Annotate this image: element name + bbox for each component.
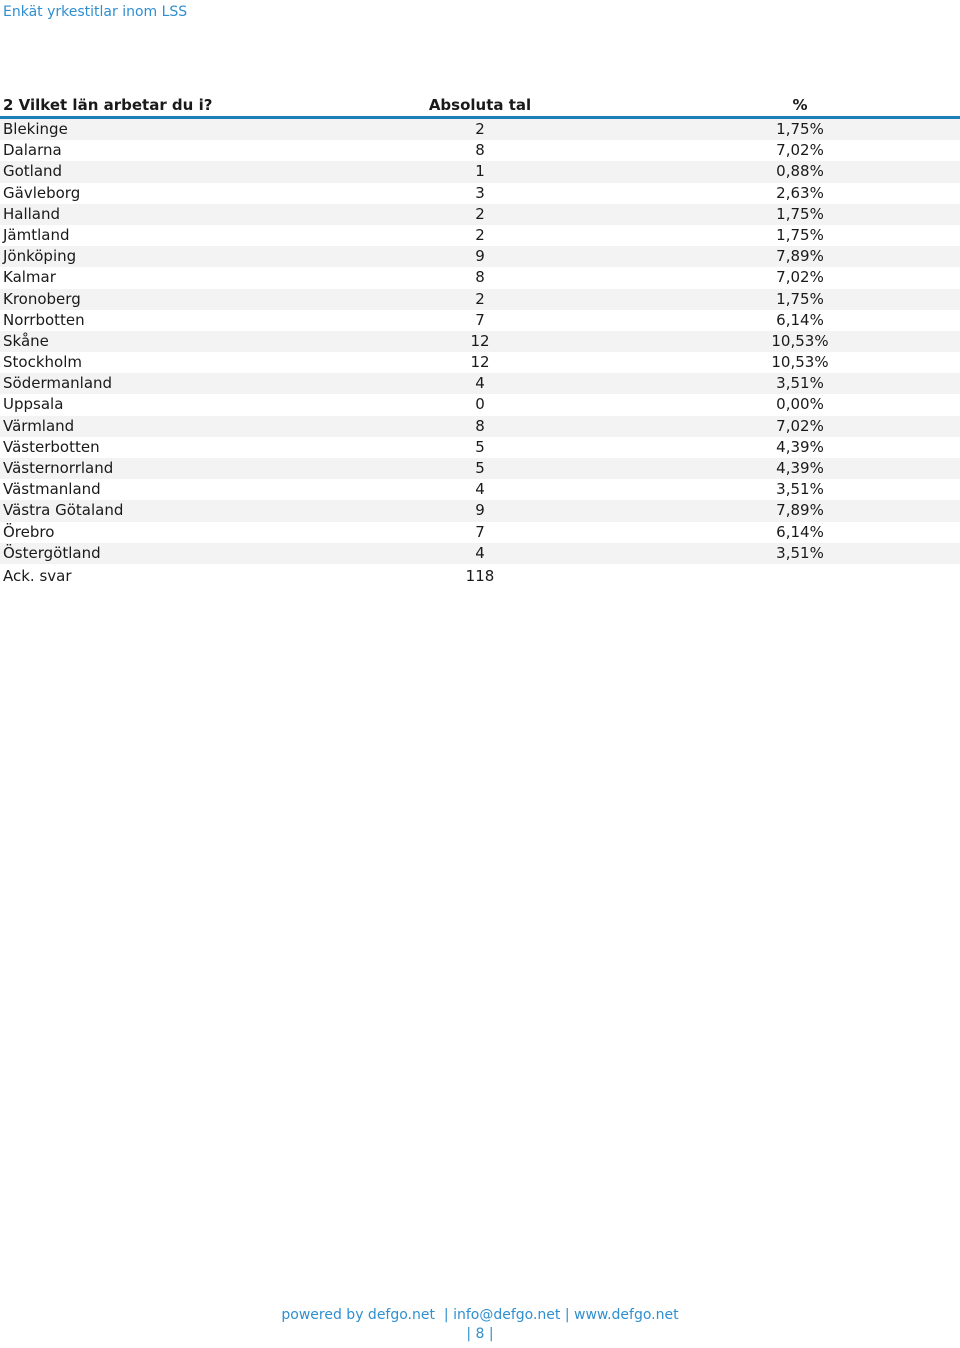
absolute-count: 8: [475, 268, 485, 287]
percent-value: 10,53%: [771, 331, 829, 350]
absolute-count: 8: [475, 141, 485, 160]
table-row: [0, 543, 960, 564]
percent-value: 3,51%: [776, 543, 824, 562]
table-row: [0, 267, 960, 288]
region-name: Halland: [3, 204, 61, 223]
table-row: [0, 183, 960, 204]
absolute-count: 2: [475, 204, 485, 223]
table-row: [0, 479, 960, 500]
region-name: Uppsala: [3, 395, 64, 414]
region-name: Skåne: [3, 331, 49, 350]
percent-value: 7,02%: [776, 141, 824, 160]
absolute-count: 7: [475, 310, 485, 329]
absolute-count: 5: [475, 459, 485, 477]
footer-email-link[interactable]: info@defgo.net: [453, 1307, 561, 1323]
absolute-count: 2: [475, 120, 485, 138]
percent-value: 7,89%: [776, 247, 824, 266]
absolute-count: 4: [475, 374, 485, 393]
table-row: [0, 437, 960, 458]
percent-value: 3,51%: [776, 480, 824, 499]
results-table: [0, 95, 960, 588]
footer-web-link[interactable]: www.defgo.net: [574, 1307, 679, 1323]
percent-value: 0,00%: [776, 395, 824, 414]
region-name: Västra Götaland: [3, 501, 124, 520]
footer-separator: |: [564, 1307, 575, 1323]
column-header-percent: %: [792, 96, 808, 114]
percent-value: 3,51%: [776, 374, 824, 393]
region-name: Blekinge: [3, 120, 68, 138]
total-value: 118: [465, 566, 495, 585]
region-name: Västmanland: [3, 480, 101, 499]
absolute-count: 1: [475, 162, 485, 181]
absolute-count: 12: [470, 331, 490, 350]
table-row: [0, 352, 960, 373]
table-row: [0, 161, 960, 182]
percent-value: 1,75%: [776, 120, 824, 138]
absolute-count: 0: [475, 395, 485, 414]
absolute-count: 9: [475, 247, 485, 266]
column-header-absolute: Absoluta tal: [428, 96, 532, 114]
page-number: 8: [475, 1326, 485, 1342]
document-header: Enkät yrkestitlar inom LSS: [3, 4, 188, 20]
table-row: [0, 331, 960, 352]
region-name: Kronoberg: [3, 289, 81, 308]
region-name: Västerbotten: [3, 437, 100, 456]
absolute-count: 8: [475, 416, 485, 435]
absolute-count: 4: [475, 480, 485, 499]
percent-value: 0,88%: [776, 162, 824, 181]
percent-value: 4,39%: [776, 459, 824, 477]
region-name: Gotland: [3, 162, 63, 181]
percent-value: 7,02%: [776, 268, 824, 287]
absolute-count: 5: [475, 437, 485, 456]
region-name: Jämtland: [3, 225, 70, 244]
region-name: Kalmar: [3, 268, 56, 287]
absolute-count: 4: [475, 543, 485, 562]
region-name: Örebro: [3, 522, 55, 541]
table-row: [0, 416, 960, 437]
total-label: Ack. svar: [3, 566, 72, 585]
table-row: [0, 310, 960, 331]
footer-powered-by: powered by defgo.net: [281, 1307, 435, 1323]
percent-value: 7,89%: [776, 501, 824, 520]
footer-separator: |: [439, 1307, 454, 1323]
percent-value: 6,14%: [776, 522, 824, 541]
absolute-count: 7: [475, 522, 485, 541]
table-row: [0, 522, 960, 543]
absolute-count: 2: [475, 225, 485, 244]
footer-line: [0, 1306, 960, 1325]
table-row: [0, 373, 960, 394]
table-row: [0, 119, 960, 140]
percent-value: 10,53%: [771, 353, 829, 372]
absolute-count: 3: [475, 183, 485, 202]
percent-value: 1,75%: [776, 204, 824, 223]
absolute-count: 12: [470, 353, 490, 372]
footer-separator: |: [466, 1326, 476, 1342]
absolute-count: 2: [475, 289, 485, 308]
footer-separator: |: [488, 1326, 494, 1342]
percent-value: 4,39%: [776, 437, 824, 456]
region-name: Östergötland: [3, 543, 101, 562]
region-name: Stockholm: [3, 353, 82, 372]
percent-value: 6,14%: [776, 310, 824, 329]
region-name: Gävleborg: [3, 183, 81, 202]
region-name: Dalarna: [3, 141, 62, 160]
table-body: [0, 119, 960, 564]
region-name: Norrbotten: [3, 310, 85, 329]
table-row: [0, 204, 960, 225]
total-row: [0, 564, 960, 588]
table-header: [0, 95, 960, 119]
table-row: [0, 394, 960, 415]
region-name: Värmland: [3, 416, 75, 435]
table-row: [0, 500, 960, 521]
footer-page-line: [0, 1325, 960, 1344]
table-row: [0, 246, 960, 267]
page-footer: [0, 1306, 960, 1344]
percent-value: 1,75%: [776, 225, 824, 244]
percent-value: 1,75%: [776, 289, 824, 308]
table-row: [0, 289, 960, 310]
table-row: [0, 458, 960, 479]
percent-value: 2,63%: [776, 183, 824, 202]
region-name: Jönköping: [3, 247, 77, 266]
table-row: [0, 140, 960, 161]
table-row: [0, 225, 960, 246]
region-name: Västernorrland: [3, 459, 114, 477]
region-name: Södermanland: [3, 374, 113, 393]
absolute-count: 9: [475, 501, 485, 520]
question-title: 2 Vilket län arbetar du i?: [3, 96, 213, 114]
percent-value: 7,02%: [776, 416, 824, 435]
